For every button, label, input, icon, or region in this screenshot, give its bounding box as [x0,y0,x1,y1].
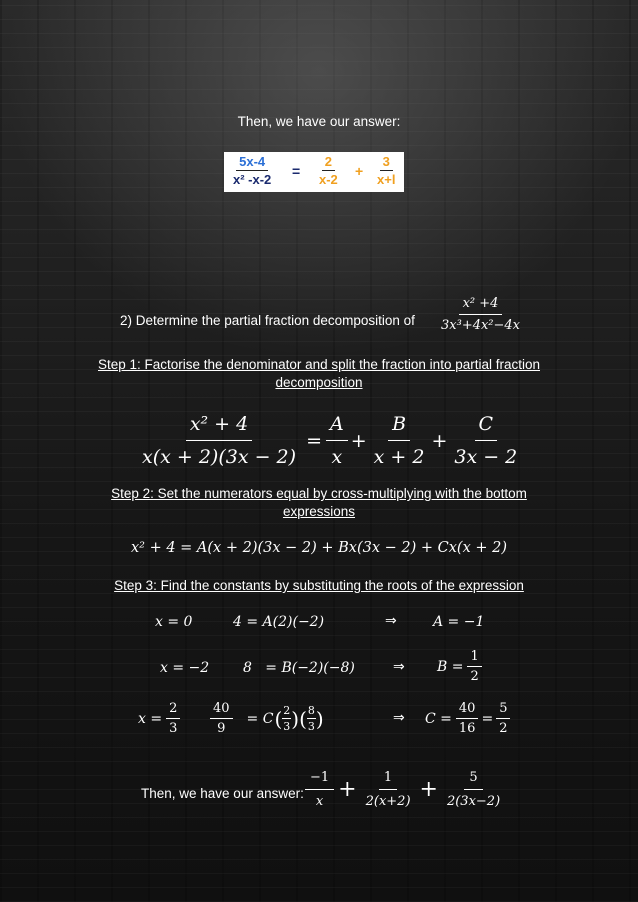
row3-result-equals: = [481,710,494,727]
step1-a-fraction [326,413,348,468]
row2-result-denominator: 2 [470,669,479,684]
step1-equation [138,413,521,468]
answer-lhs-denominator: x² -x-2 [233,172,272,187]
problem-label: 2) Determine the partial fraction decomposition of [120,313,415,328]
row3-paren1-numerator: 2 [283,704,291,717]
row3-paren1-fraction [282,704,291,733]
row3-result-fraction-2 [496,701,510,736]
row3-sub-fraction [166,701,180,736]
step1-a-denominator: x [331,446,343,468]
final-term3-numerator: 5 [464,770,482,790]
step1-heading-line1: Step 1: Factorise the denominator and split the fraction into partial fraction [98,357,540,372]
final-term2-denominator: 2(x+2) [365,794,411,809]
row2-result-numerator: 1 [467,649,481,667]
step1-heading-line2: decomposition [275,375,363,390]
row2-result [437,649,482,684]
step2-heading-line2: expressions [282,504,356,519]
final-term1-fraction [305,770,334,809]
final-term1-numerator: −1 [305,770,334,790]
row3-substitution [138,701,180,736]
row2-result-lhs: B = [437,658,464,675]
row3-result-numerator-1: 40 [456,701,479,719]
final-expression [305,770,505,809]
answer-lhs-fraction [230,154,274,187]
answer-term1-denominator: x-2 [319,172,338,187]
final-plus-2: + [419,777,438,802]
step1-c-denominator: 3x − 2 [454,446,518,468]
step1-c-fraction [450,413,521,468]
step3-heading: Step 3: Find the constants by substituting the roots of the expression [114,578,524,593]
final-term3-fraction [442,770,505,809]
step1-plus-1: + [350,429,367,452]
final-term1-denominator: x [315,794,324,809]
final-label: Then, we have our answer: [141,786,304,801]
step1-b-numerator: B [388,413,410,441]
answer-term2-numerator: 3 [380,154,393,171]
row3-sub-lhs: x = [138,710,163,727]
step1-lhs-denominator: x(x + 2)(3x − 2) [142,446,297,468]
answer-lhs-numerator: 5x-4 [236,154,268,171]
final-term2-numerator: 1 [379,770,397,790]
row2-substitution: x = −2 [160,660,210,676]
row3-result-lhs: C = [425,710,452,727]
step2-equation: x² + 4 = A(x + 2)(3x − 2) + Bx(3x − 2) + Cx(x + 2) [130,540,508,556]
answer-term1-fraction [316,154,341,187]
row3-paren2-denominator: 3 [307,720,315,733]
final-term2-fraction [361,770,416,809]
row3-result [425,701,510,736]
row3-result-fraction-1 [456,701,479,736]
row2-implies: ⇒ [393,659,405,675]
row3-equation: $\frac{40}{9}$ = C ( $\frac{2}{3}$ )( $\frac{8}{3}$ ) [210,701,324,736]
row3-result-denominator-1: 16 [458,721,476,736]
row1-implies: ⇒ [385,613,397,629]
problem-denominator: 3x³+4x²−4x [441,318,521,333]
step1-b-denominator: x + 2 [373,446,425,468]
step1-b-fraction [370,413,429,468]
row3-eqn-mid: = C [246,710,274,727]
row1-result: A = −1 [433,614,485,630]
answer-term2-fraction [374,154,398,187]
row3-sub-numerator: 2 [166,701,180,719]
answer-plus: + [355,163,364,179]
row3-result-numerator-2: 5 [496,701,510,719]
intro-text: Then, we have our answer: [237,114,401,129]
final-plus-1: + [338,777,357,802]
answer-term1-numerator: 2 [322,154,335,171]
row3-eqn-fraction [210,701,233,736]
final-term3-denominator: 2(3x−2) [446,794,501,809]
step1-c-numerator: C [475,413,498,441]
row2-equation: 8 = B(−2)(−8) [243,660,355,676]
step1-lhs-numerator: x² + 4 [186,413,252,441]
row1-substitution: x = 0 [155,614,193,630]
answer-term2-denominator: x+l [377,172,396,187]
row1-equation: 4 = A(2)(−2) [233,614,325,630]
answer-image [224,152,404,192]
step1-plus-2: + [431,429,448,452]
problem-fraction [437,296,524,333]
problem-numerator: x² +4 [459,296,503,315]
answer-equals: = [292,163,301,179]
row3-result-denominator-2: 2 [499,721,508,736]
row3-eqn-denominator: 9 [217,721,226,736]
row3-paren1-denominator: 3 [283,720,291,733]
row3-paren2-fraction [307,704,316,733]
step1-a-numerator: A [326,413,348,441]
row3-paren2-numerator: 8 [307,704,315,717]
row3-sub-denominator: 3 [169,721,178,736]
row3-implies: ⇒ [393,710,405,726]
step1-equals: = [306,429,322,452]
row3-eqn-numerator: 40 [210,701,233,719]
step2-heading-line1: Step 2: Set the numerators equal by cross-multiplying with the bottom [111,486,527,501]
step1-lhs-fraction [138,413,300,468]
row2-result-fraction [467,649,481,684]
